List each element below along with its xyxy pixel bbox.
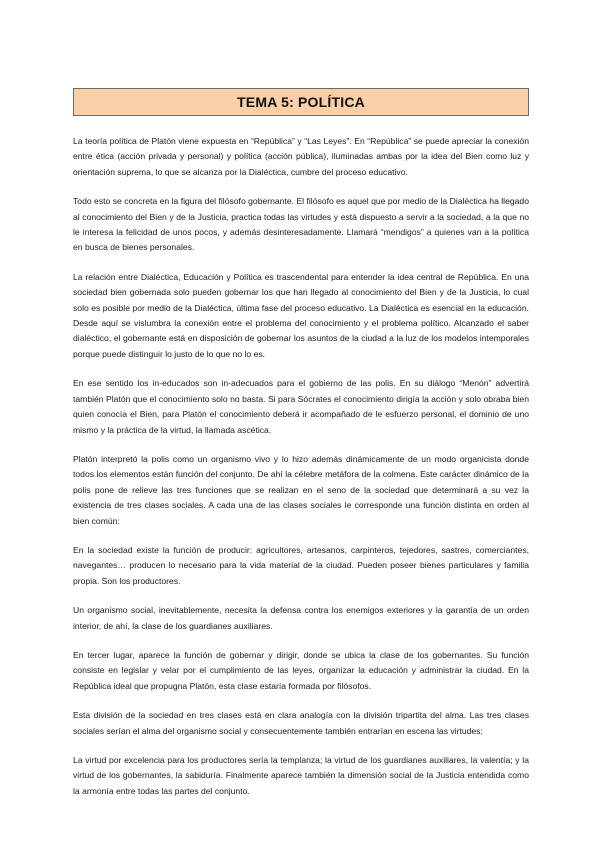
paragraph-organism: Platón interpretó la polis como un organismo vivo y lo hizo además dinámicamente de un modo organicista donde todos los elementos están función del conjunto. De ahí la célebre metáfora de la colmena. Este carácter dinámico de la polis pone de relieve las tres funciones que se realizan en el seno de la sociedad que determinará a su vez la existencia de tres clases sociales. A cada una de las clases sociales le corresponde una función distinta en orden al bien común:	[73, 453, 529, 526]
paragraph-guardians: Un organismo social, inevitablemente, necesita la defensa contra los enemigos exteriores y la garantía de un orden interior, de ahí, la clase de los guardianes auxiliares.	[73, 605, 529, 631]
document-body	[73, 134, 529, 813]
paragraph-dialectic-education: La relación entre Dialéctica, Educación y Política es trascendental para entender la idea central de República. En una sociedad bien gobernada solo pueden gobernar los que han llegado al conocimiento del Bien y de la Justicia, lo cual solo es posible por medio de la Dialéctica, última fase del proceso educativo. La Dialéctica es esencial en la educación. Desde aquí se vislumbra la conexión entre el problema del conocimiento y el problema político. Alcanzado el saber dialéctico, el gobernante está en disposición de gobernar los asuntos de la ciudad a la luz de los modelos intemporales porque puede distinguir lo justo de lo que no lo es.	[73, 271, 529, 359]
paragraph-soul-analogy: Esta división de la sociedad en tres clases está en clara analogía con la división tripartita del alma. Las tres clases sociales serían el alma del organismo social y consecuentemente también entrarían en escena las virtudes:	[73, 710, 529, 736]
title-banner	[73, 88, 529, 116]
paragraph-philosopher-ruler: Todo esto se concreta en la figura del filósofo gobernante. El filósofo es aquel que por medio de la Dialéctica ha llegado al conocimiento del Bien y de la Justicia, practica todas las virtudes y está dispuesto a servir a la sociedad, a la que no le interesa la felicidad de unos pocos, y además desinteresadamente. Llamará “mendigos” a quienes van a la política en busca de bienes personales.	[73, 196, 529, 253]
paragraph-menon: En ese sentido los in-educados son in-adecuados para el gobierno de las polis. En su diálogo “Menón” advertirá también Platón que el conocimiento solo no basta. Si para Sócrates el conocimiento dirigía la acción y solo obraba bien quien conocía el Bien, para Platón el conocimiento deberá ir acompañado de le esfuerzo personal, el dominio de uno mismo y la práctica de la virtud, la llamada ascética.	[73, 378, 529, 435]
paragraph-rulers: En tercer lugar, aparece la función de gobernar y dirigir, donde se ubica la clase de los gobernantes. Su función consiste en legislar y velar por el cumplimiento de las leyes, organizar la educación y administrar la ciudad. En la República ideal que propugna Platón, esta clase estaría formada por filósofos.	[73, 649, 529, 691]
paragraph-producers: En la sociedad existe la función de producir: agricultores, artesanos, carpinteros, tejedores, sastres, comerciantes, navegantes… producen lo necesario para la vida material de la ciudad. Pueden poseer bienes particulares y familia propia. Son los productores.	[73, 544, 529, 586]
paragraph-intro: La teoría política de Platón viene expuesta en “República” y “Las Leyes”. En “República” se puede apreciar la conexión entre ética (acción privada y personal) y política (acción pública), iluminadas ambas por la idea del Bien como luz y orientación suprema, lo que se alcanza por la Dialéctica, cumbre del proceso educativo.	[73, 136, 529, 177]
paragraph-virtues: La virtud por excelencia para los productores sería la templanza; la virtud de los guardianes auxiliares, la valentía; y la virtud de los gobernantes, la sabiduría. Finalmente aparece también la dimensión social de la Justicia entendida como la armonía entre todas las partes del conjunto.	[73, 755, 529, 796]
page-title: TEMA 5: POLÍTICA	[237, 94, 365, 110]
